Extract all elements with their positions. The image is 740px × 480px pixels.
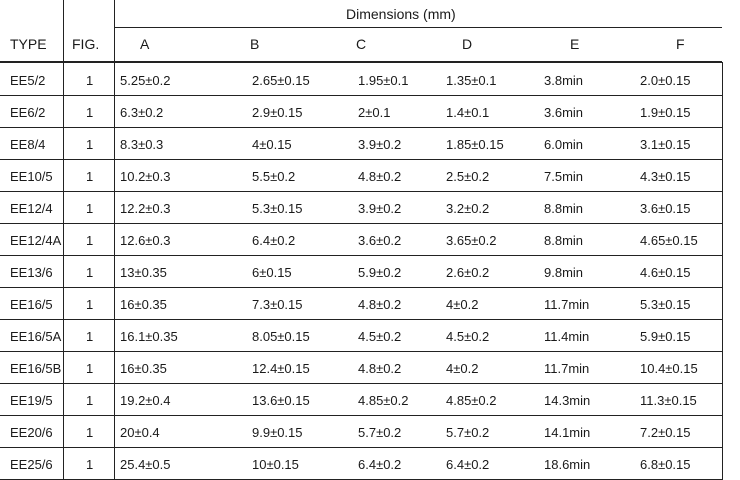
table-cell: 6±0.15 — [252, 265, 292, 280]
table-cell: 4.3±0.15 — [640, 169, 691, 184]
table-cell: 20±0.4 — [120, 425, 160, 440]
type-cell: EE12/4A — [10, 233, 62, 248]
table-cell: 1 — [86, 169, 94, 184]
table-cell: 16.1±0.35 — [120, 329, 178, 344]
table-cell: 4.65±0.15 — [640, 233, 698, 248]
table-cell: 13±0.35 — [120, 265, 167, 280]
type-cell: EE19/5 — [10, 393, 53, 408]
table-cell: 1.4±0.1 — [446, 105, 490, 120]
column-header: TYPE — [10, 36, 47, 52]
table-cell: 10.4±0.15 — [640, 361, 698, 376]
table-cell: 18.6min — [544, 457, 591, 472]
table-cell: 14.3min — [544, 393, 591, 408]
row-divider — [0, 191, 722, 192]
column-header: FIG. — [72, 36, 100, 52]
table-cell: 25.4±0.5 — [120, 457, 171, 472]
table-cell: 6.0min — [544, 137, 584, 152]
table-cell: 7.3±0.15 — [252, 297, 303, 312]
table-cell: 1 — [86, 361, 94, 376]
table-cell: 3.1±0.15 — [640, 137, 691, 152]
type-cell: EE10/5 — [10, 169, 53, 184]
table-cell: 8.05±0.15 — [252, 329, 310, 344]
row-divider — [0, 319, 722, 320]
table-cell: 5.25±0.2 — [120, 73, 171, 88]
row-divider — [0, 287, 722, 288]
type-cell: EE16/5A — [10, 329, 62, 344]
table-cell: 5.9±0.15 — [640, 329, 691, 344]
table-cell: 5.7±0.2 — [358, 425, 402, 440]
row-divider — [0, 61, 722, 63]
table-cell: 14.1min — [544, 425, 591, 440]
type-cell: EE16/5B — [10, 361, 62, 376]
type-cell: EE5/2 — [10, 73, 46, 88]
table-cell: 1 — [86, 201, 94, 216]
table-cell: 9.8min — [544, 265, 584, 280]
table-cell: 5.5±0.2 — [252, 169, 296, 184]
table-cell: 3.6±0.15 — [640, 201, 691, 216]
table-cell: 5.7±0.2 — [446, 425, 490, 440]
table-cell: 5.3±0.15 — [640, 297, 691, 312]
row-divider — [0, 127, 722, 128]
table-cell: 6.4±0.2 — [446, 457, 490, 472]
table-cell: 6.8±0.15 — [640, 457, 691, 472]
table-cell: 1 — [86, 105, 94, 120]
table-cell: 4.85±0.2 — [358, 393, 409, 408]
row-divider — [0, 95, 722, 96]
table-cell: 7.5min — [544, 169, 584, 184]
table-cell: 6.3±0.2 — [120, 105, 164, 120]
table-cell: 4.6±0.15 — [640, 265, 691, 280]
table-cell: 4.8±0.2 — [358, 169, 402, 184]
table-cell: 5.3±0.15 — [252, 201, 303, 216]
table-cell: 1.85±0.15 — [446, 137, 504, 152]
table-cell: 1 — [86, 265, 94, 280]
table-cell: 4±0.15 — [252, 137, 292, 152]
table-cell: 1.95±0.1 — [358, 73, 409, 88]
row-divider — [0, 351, 722, 352]
type-cell: EE13/6 — [10, 265, 53, 280]
table-cell: 1 — [86, 457, 94, 472]
table-cell: 6.4±0.2 — [252, 233, 296, 248]
table-cell: 11.4min — [544, 329, 590, 344]
type-cell: EE25/6 — [10, 457, 53, 472]
column-header: C — [356, 36, 367, 52]
column-divider — [114, 0, 115, 480]
table-cell: 2±0.1 — [358, 105, 391, 120]
row-divider — [114, 27, 722, 28]
table-cell: 1.35±0.1 — [446, 73, 497, 88]
table-cell: 19.2±0.4 — [120, 393, 171, 408]
type-cell: EE20/6 — [10, 425, 53, 440]
table-cell: 9.9±0.15 — [252, 425, 303, 440]
column-divider — [722, 62, 723, 480]
column-header: A — [140, 36, 150, 52]
table-cell: 13.6±0.15 — [252, 393, 310, 408]
table-cell: 12.2±0.3 — [120, 201, 171, 216]
row-divider — [0, 383, 722, 384]
table-cell: 2.6±0.2 — [446, 265, 490, 280]
table-cell: 7.2±0.15 — [640, 425, 691, 440]
type-cell: EE12/4 — [10, 201, 53, 216]
table-cell: 4.85±0.2 — [446, 393, 497, 408]
table-cell: 2.0±0.15 — [640, 73, 691, 88]
table-cell: 1 — [86, 329, 94, 344]
table-cell: 3.65±0.2 — [446, 233, 497, 248]
row-divider — [0, 159, 722, 160]
table-cell: 11.3±0.15 — [640, 393, 697, 408]
table-cell: 6.4±0.2 — [358, 457, 402, 472]
table-cell: 11.7min — [544, 361, 590, 376]
table-cell: 8.3±0.3 — [120, 137, 164, 152]
row-divider — [0, 447, 722, 448]
column-header: F — [676, 36, 685, 52]
table-cell: 3.2±0.2 — [446, 201, 490, 216]
table-cell: 2.5±0.2 — [446, 169, 490, 184]
type-cell: EE8/4 — [10, 137, 46, 152]
table-cell: 3.9±0.2 — [358, 201, 402, 216]
table-cell: 3.9±0.2 — [358, 137, 402, 152]
table-cell: 12.6±0.3 — [120, 233, 171, 248]
table-cell: 5.9±0.2 — [358, 265, 402, 280]
table-cell: 3.8min — [544, 73, 584, 88]
table-cell: 12.4±0.15 — [252, 361, 310, 376]
table-cell: 10.2±0.3 — [120, 169, 171, 184]
table-cell: 8.8min — [544, 233, 584, 248]
table-cell: 1 — [86, 425, 94, 440]
table-cell: 4.5±0.2 — [358, 329, 402, 344]
column-header: E — [570, 36, 580, 52]
row-divider — [0, 415, 722, 416]
table-cell: 1 — [86, 233, 94, 248]
table-cell: 3.6±0.2 — [358, 233, 402, 248]
table-cell: 1.9±0.15 — [640, 105, 691, 120]
table-cell: 1 — [86, 137, 94, 152]
group-header: Dimensions (mm) — [346, 6, 456, 22]
row-divider — [0, 223, 722, 224]
table-cell: 10±0.15 — [252, 457, 299, 472]
column-header: D — [462, 36, 473, 52]
table-cell: 4.8±0.2 — [358, 297, 402, 312]
table-cell: 2.9±0.15 — [252, 105, 303, 120]
table-cell: 16±0.35 — [120, 297, 167, 312]
table-cell: 4.8±0.2 — [358, 361, 402, 376]
column-divider — [63, 0, 64, 480]
table-cell: 1 — [86, 297, 94, 312]
table-cell: 2.65±0.15 — [252, 73, 310, 88]
type-cell: EE6/2 — [10, 105, 46, 120]
table-cell: 4.5±0.2 — [446, 329, 490, 344]
column-header: B — [250, 36, 260, 52]
table-cell: 4±0.2 — [446, 297, 479, 312]
table-cell: 1 — [86, 393, 94, 408]
table-cell: 4±0.2 — [446, 361, 479, 376]
table-cell: 3.6min — [544, 105, 584, 120]
table-cell: 16±0.35 — [120, 361, 167, 376]
table-cell: 8.8min — [544, 201, 584, 216]
table-cell: 11.7min — [544, 297, 590, 312]
type-cell: EE16/5 — [10, 297, 53, 312]
table-cell: 1 — [86, 73, 94, 88]
row-divider — [0, 255, 722, 256]
